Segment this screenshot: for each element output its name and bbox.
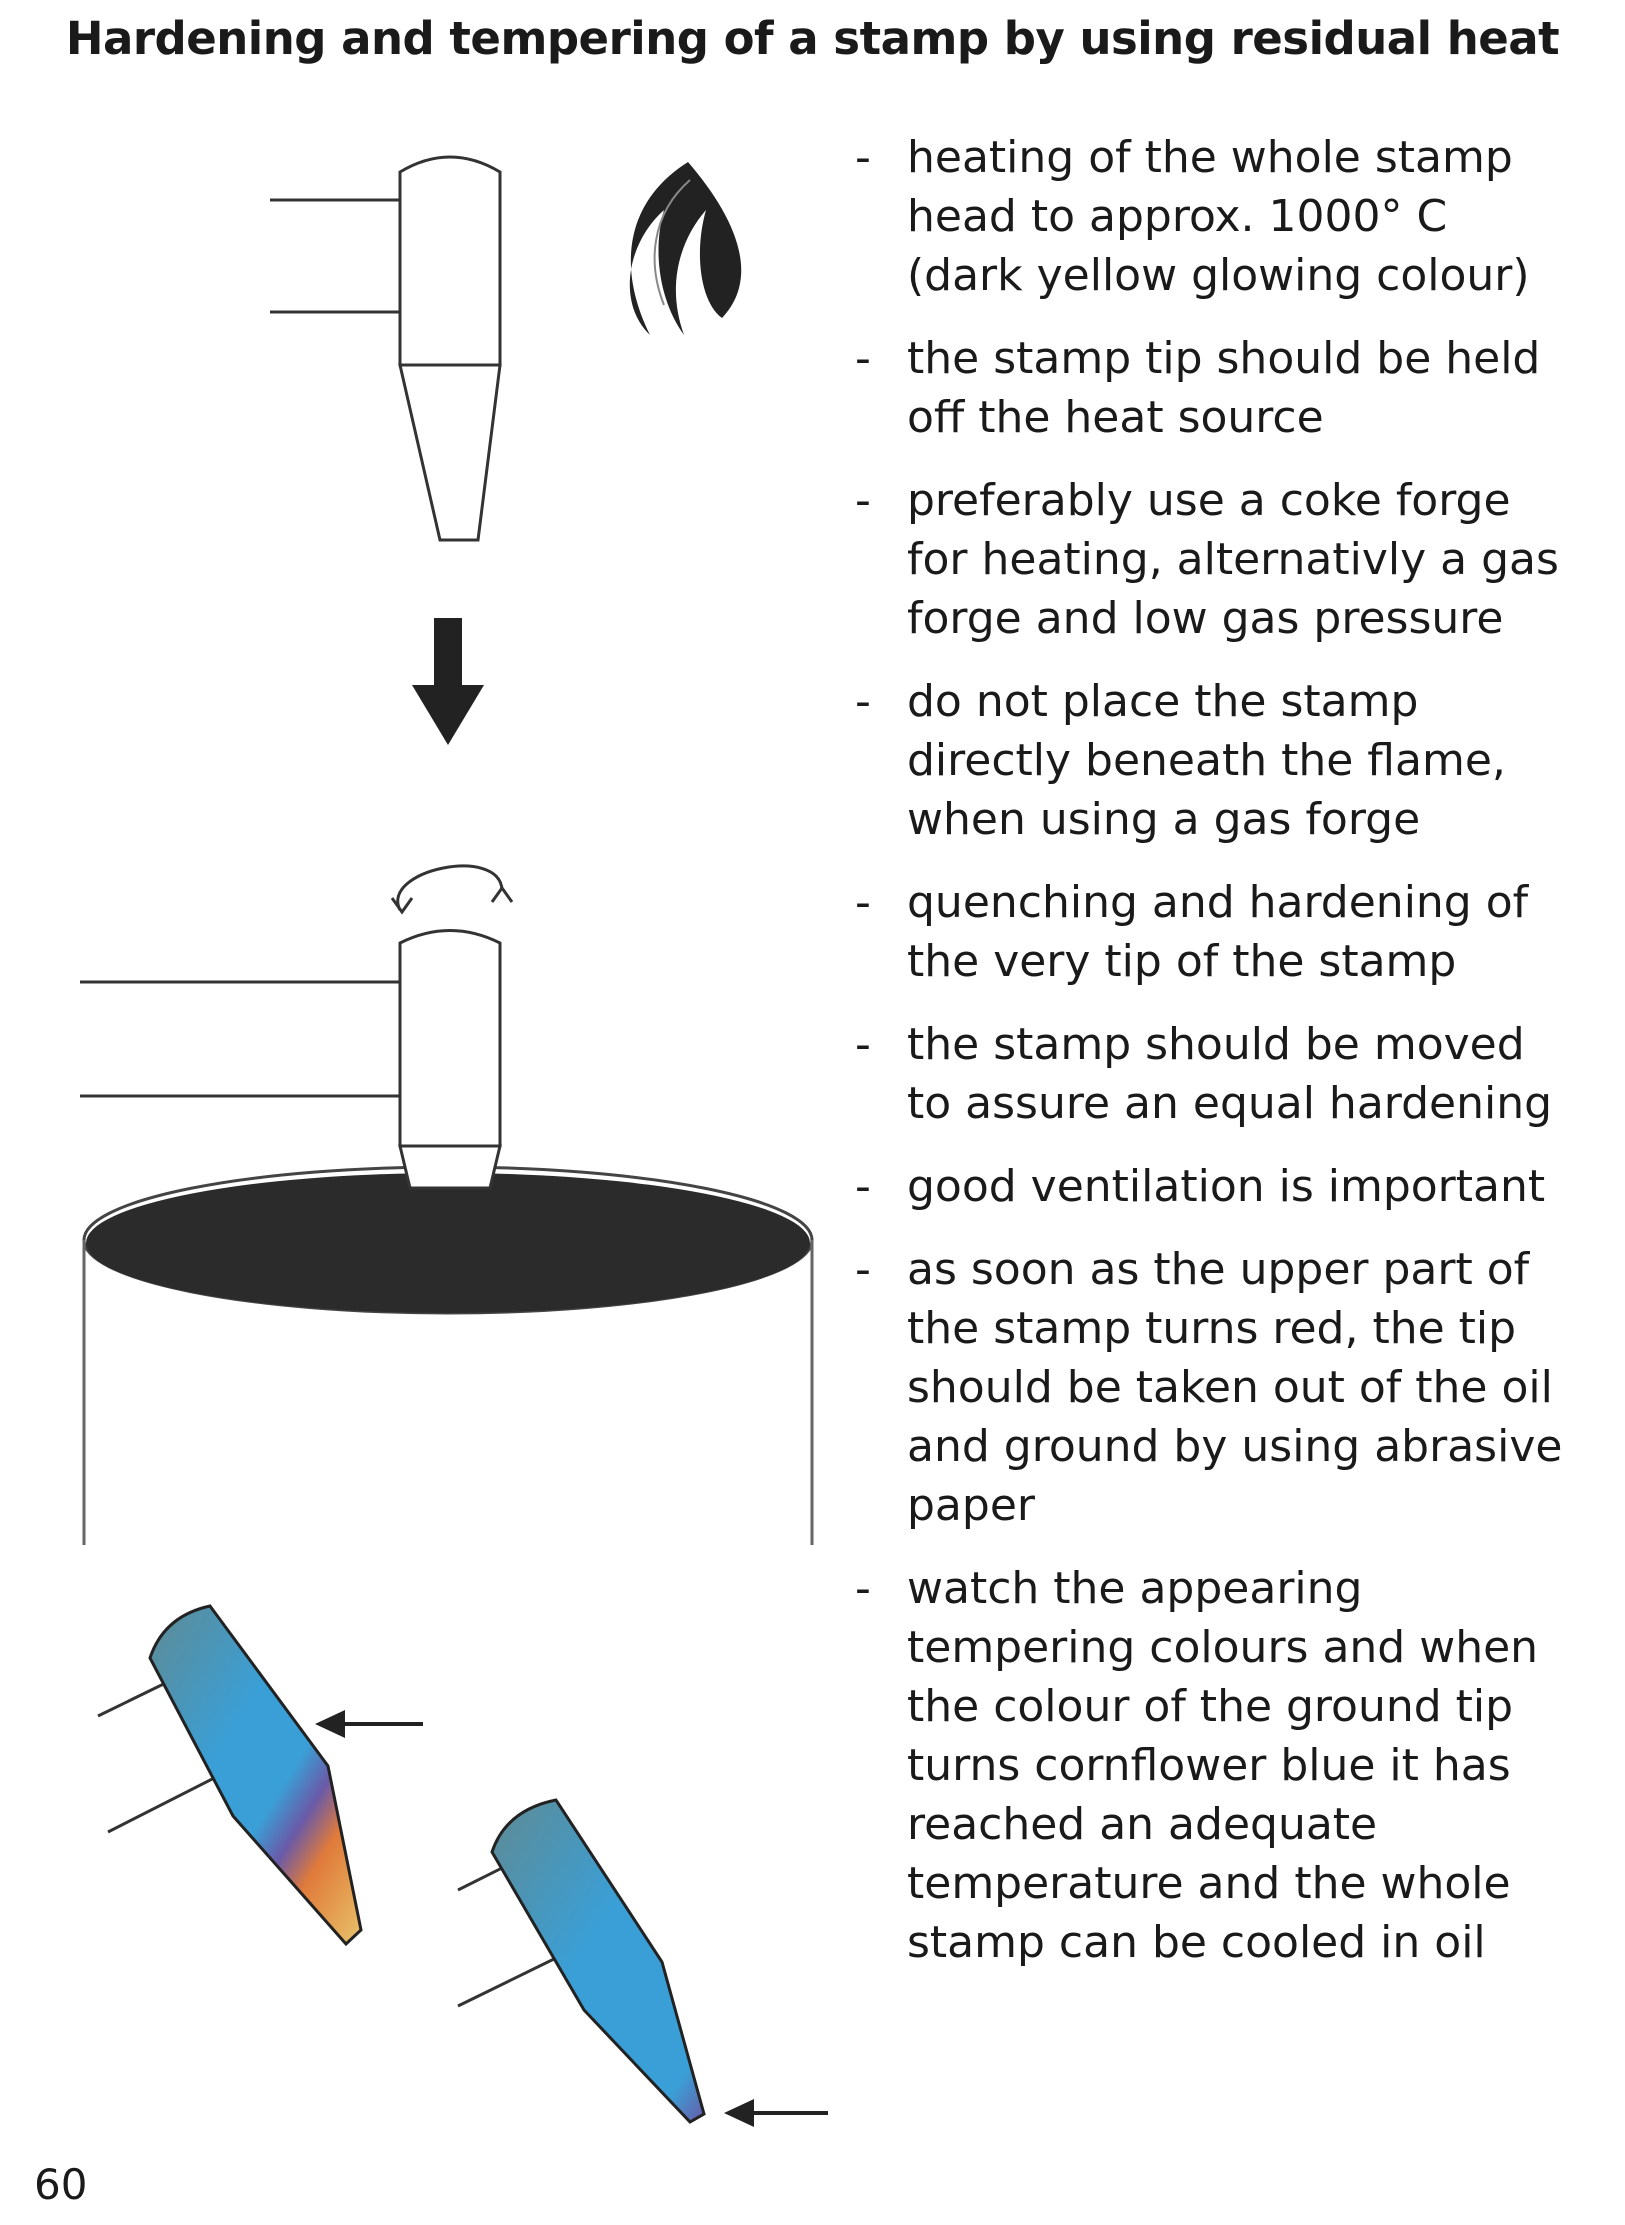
list-item: [855, 128, 1575, 305]
page-number: 60: [34, 2160, 88, 2209]
down-arrow-icon: [412, 618, 484, 745]
page-title: Hardening and tempering of a stamp by using residual heat: [65, 12, 1560, 65]
step-text: preferably use a coke forge for heating, alternativly a gas forge and low gas pressure: [907, 475, 1559, 644]
list-item: [855, 1240, 1575, 1535]
list-item: [855, 329, 1575, 447]
step-text: the stamp should be moved to assure an equal hardening: [907, 1019, 1553, 1129]
step-list: [855, 128, 1575, 1996]
step-text: as soon as the upper part of the stamp turns red, the tip should be taken out of the oil and ground by using abrasive paper: [907, 1244, 1563, 1531]
bullet: -: [855, 1244, 871, 1295]
stamp-tempering: [98, 1606, 361, 1944]
stamp-quenching: [80, 931, 500, 1189]
quench-tank: [84, 1167, 812, 1545]
step-text: the stamp tip should be held off the heat source: [907, 333, 1541, 443]
bullet: -: [855, 1019, 871, 1070]
list-item: [855, 672, 1575, 849]
list-item: [855, 1157, 1575, 1216]
step-text: watch the appearing tempering colours and when the colour of the ground tip turns cornflower blue it has reached an adequate temperature and the whole stamp can be cooled in oil: [907, 1563, 1539, 1968]
bullet: -: [855, 475, 871, 526]
stamp-top: [270, 157, 500, 540]
pointer-arrow-icon: [315, 1710, 423, 1738]
list-item: [855, 1015, 1575, 1133]
list-item: [855, 471, 1575, 648]
bullet: -: [855, 1161, 871, 1212]
step-text: do not place the stamp directly beneath the flame, when using a gas forge: [907, 676, 1506, 845]
stamp-cornflower: [458, 1800, 704, 2122]
list-item: [855, 873, 1575, 991]
bullet: -: [855, 877, 871, 928]
rotate-arrows-icon: [392, 866, 512, 912]
bullet: -: [855, 333, 871, 384]
flame-icon: [630, 162, 741, 335]
pointer-arrow-icon: [724, 2099, 828, 2127]
bullet: -: [855, 1563, 871, 1614]
step-text: quenching and hardening of the very tip of the stamp: [907, 877, 1529, 987]
bullet: -: [855, 676, 871, 727]
oil-surface: [86, 1173, 810, 1313]
step-text: heating of the whole stamp head to approx. 1000° C (dark yellow glowing colour): [907, 132, 1530, 301]
bullet: -: [855, 132, 871, 183]
step-text: good ventilation is important: [907, 1161, 1546, 1212]
list-item: [855, 1559, 1575, 1972]
